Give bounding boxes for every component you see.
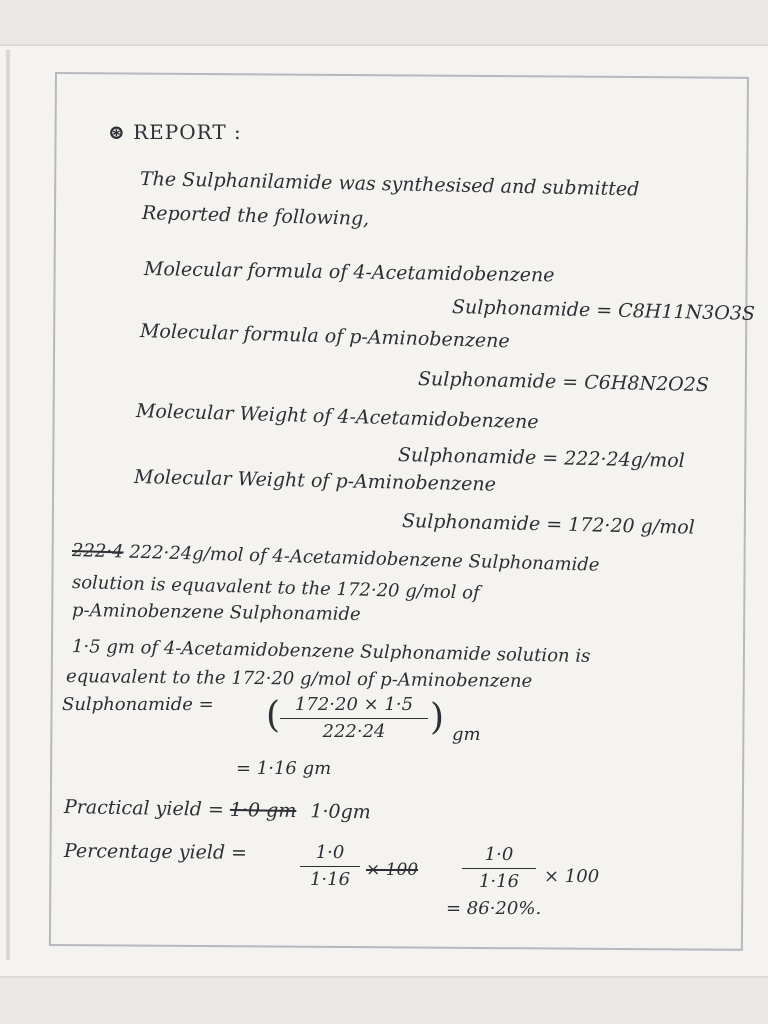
result-value-2: Sulphonamide = C6H8N2O2S (417, 368, 710, 397)
struck-value: 222·4 (71, 540, 124, 563)
intro-line-1: The Sulphanilamide was synthesised and submitted (139, 168, 640, 201)
percentage-denominator: 1·16 (478, 871, 520, 892)
close-paren: ) (430, 697, 445, 738)
percentage-fraction-bar (462, 868, 536, 869)
result-label-1: Molecular formula of 4-Acetamidobenzene (143, 258, 555, 287)
percentage-result: = 86·20%. (446, 898, 542, 919)
struck-fraction-bar (300, 866, 360, 867)
report-heading (108, 120, 242, 144)
equivalence-line-2: solution is equavalent to the 172·20 g/mol of (71, 572, 480, 604)
fraction-bar (280, 718, 428, 719)
result-value-1: Sulphonamide = C8H11N3O3S (451, 296, 756, 325)
struck-denominator: 1·16 (309, 869, 351, 890)
result-label-4: Molecular Weight of p-Aminobenzene (133, 466, 497, 496)
equivalence-line-3: p-Aminobenzene Sulphonamide (71, 600, 361, 626)
intro-line-2: Reported the following, (141, 202, 370, 230)
practical-yield-struck: 1·0 gm (229, 798, 297, 823)
equivalence-text-1: 222·24g/mol of 4-Acetamidobenzene Sulphonamide (128, 541, 600, 576)
percentage-yield-label: Percentage yield = (63, 840, 248, 864)
calculation-result: = 1·16 gm (236, 758, 332, 779)
calculation-unit: gm (452, 724, 481, 745)
result-label-3: Molecular Weight of 4-Acetamidobenzene (135, 400, 539, 434)
calculation-lhs: Sulphonamide = (62, 694, 214, 715)
calculation-line-2: equavalent to the 172·20 g/mol of p-Aminobenzene (65, 666, 533, 692)
struck-multiplier: × 100 (366, 860, 419, 880)
result-label-2: Molecular formula of p-Aminobenzene (139, 320, 511, 353)
open-paren: ( (266, 695, 281, 736)
practical-yield-label: Practical yield = (63, 796, 225, 821)
result-value-4: Sulphonamide = 172·20 g/mol (401, 510, 696, 539)
percentage-numerator: 1·0 (484, 844, 514, 865)
struck-fraction (300, 842, 360, 891)
calculation-fraction (280, 694, 428, 743)
fraction-denominator: 222·24 (322, 721, 386, 742)
notebook-spine (6, 50, 10, 960)
percentage-fraction (462, 844, 536, 893)
practical-yield-value: 1·0gm (310, 800, 371, 824)
calculation-line-1: 1·5 gm of 4-Acetamidobenzene Sulphonamide solution is (71, 636, 591, 667)
report-title: REPORT : (133, 120, 242, 144)
asterisk-icon: ⊛ (108, 120, 126, 144)
result-value-3: Sulphonamide = 222·24g/mol (397, 444, 685, 473)
percentage-multiplier: × 100 (544, 866, 600, 887)
fraction-numerator: 172·20 × 1·5 (294, 694, 414, 715)
struck-numerator: 1·0 (315, 842, 345, 863)
